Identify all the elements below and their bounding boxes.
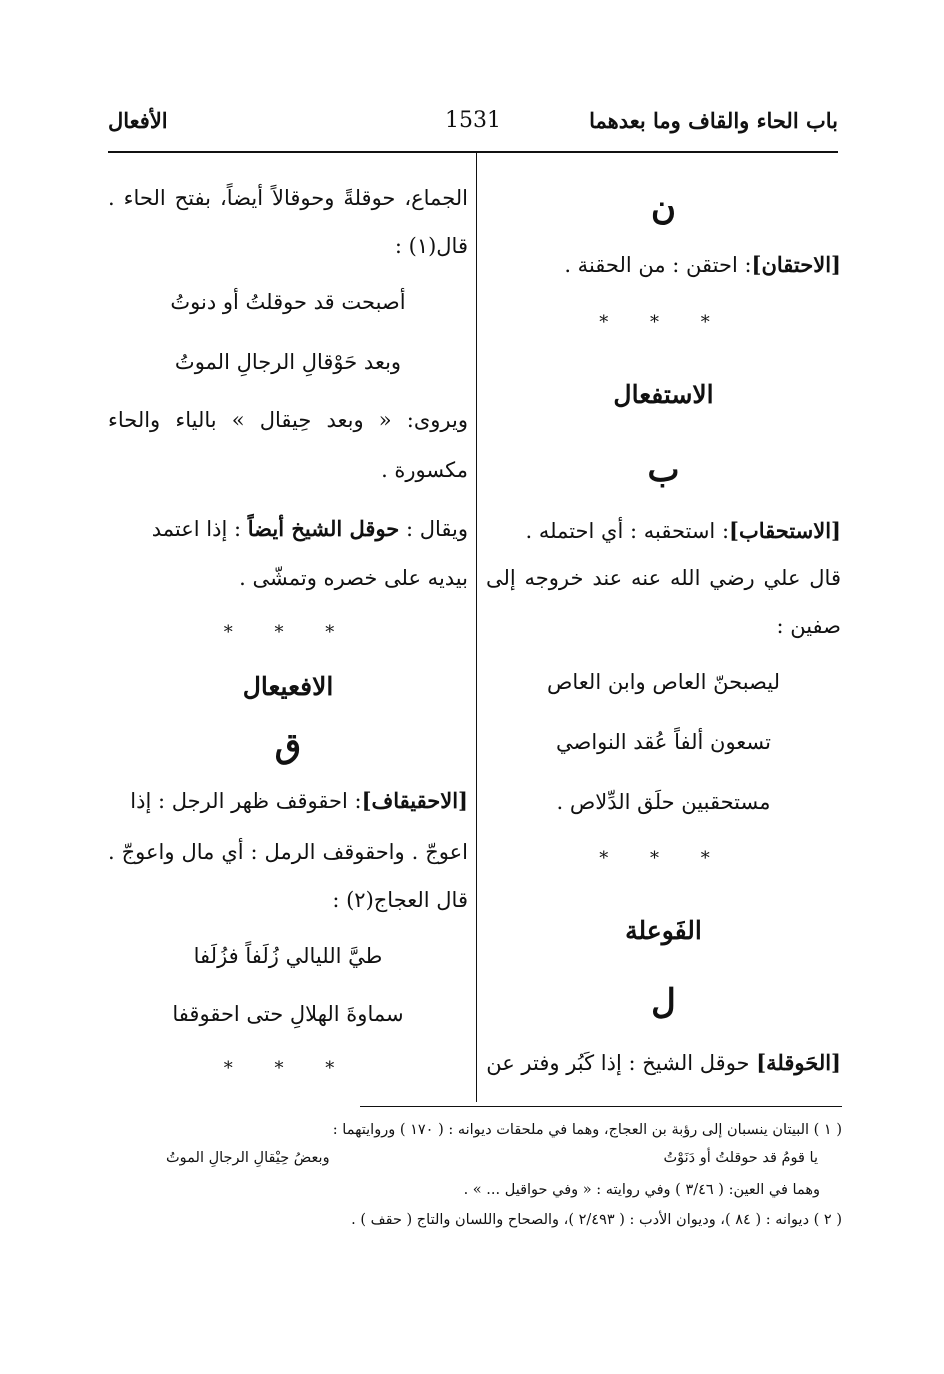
verse-line: تسعون ألفاً عُقد النواصي bbox=[555, 730, 772, 754]
header-rule bbox=[108, 151, 838, 153]
section-separator: * * * bbox=[599, 848, 728, 869]
text-line: قال علي رضي الله عنه عند خروجه إلى bbox=[486, 566, 841, 590]
page-number: 1531 bbox=[445, 108, 501, 133]
text-line: ويروى: « وبعد حِيقال » بالياء والحاء bbox=[108, 408, 468, 432]
footnote-1-verse-a: يا قومُ قد حوقلتُ أو دَنَوْتُ bbox=[663, 1150, 818, 1166]
footnote-1-line-3: وهما في العين: ( ٣/٤٦ ) وفي روايته : « وفي حواقيل ... » . bbox=[463, 1182, 820, 1198]
section-heading: الفَوعلة bbox=[625, 916, 702, 945]
text-line: مكسورة . bbox=[381, 458, 468, 482]
letter-heading: ب bbox=[647, 450, 680, 490]
entry-text: : استحقبه : أي احتمله . bbox=[525, 519, 730, 543]
chapter-title: باب الحاء والقاف وما بعدهما bbox=[589, 108, 838, 133]
letter-heading: ل bbox=[651, 982, 676, 1022]
verse-line: طيَّ الليالي زُلَفاً فزُلَفا bbox=[193, 944, 383, 968]
entry-line bbox=[486, 1050, 841, 1076]
section-heading: الافعيعال bbox=[242, 672, 334, 701]
section-separator: * * * bbox=[599, 312, 728, 333]
entry-headword: [الحَوقلة] bbox=[756, 1050, 841, 1075]
section-separator: * * * bbox=[223, 1058, 353, 1079]
text-line: صفين : bbox=[776, 614, 841, 638]
column-divider bbox=[476, 152, 477, 1102]
text-line: اعوجّ . واحقوقف الرمل : أي مال واعوجّ . bbox=[108, 840, 468, 864]
text-line: الجماع، حوقلةً وحوقالاً أيضاً، بفتح الحاء . bbox=[108, 186, 468, 210]
text-line: بيديه على خصره وتمشّى . bbox=[239, 566, 468, 590]
verse-line: وبعد حَوْقالِ الرجالِ الموتُ bbox=[174, 350, 402, 374]
section-separator: * * * bbox=[223, 622, 353, 643]
entry-text: حوقل الشيخ : إذا كَبُر وفتر عن bbox=[486, 1051, 750, 1075]
footnote-1: ( ١ ) البيتان ينسبان إلى رؤبة بن العجاج، وهما في ملحقات ديوانه : ( ١٧٠ ) وروايتهما : bbox=[332, 1122, 842, 1138]
section-title: الأفعال bbox=[108, 108, 168, 133]
entry-line bbox=[486, 518, 841, 544]
text-fragment: : إذا اعتمد bbox=[151, 517, 242, 541]
text-line bbox=[108, 516, 468, 542]
entry-headword: [الاحتقان] bbox=[751, 252, 841, 277]
letter-heading: ق bbox=[274, 726, 302, 766]
footnote-2: ( ٢ ) ديوانه : ( ٨٤ )، وديوان الأدب : ( ٢/٤٩٣ )، والصحاح واللسان والتاج ( حقف ) . bbox=[351, 1212, 842, 1228]
verse-line: سماوةَ الهلالِ حتى احقوقفا bbox=[172, 1002, 404, 1026]
entry-line bbox=[486, 252, 841, 278]
verse-line: مستحقبين حلَق الدِّلاص . bbox=[556, 790, 771, 814]
text-line: قال(١) : bbox=[394, 234, 468, 258]
footnote-rule bbox=[360, 1106, 842, 1107]
text-line: قال العجاج(٢) : bbox=[332, 888, 468, 912]
verse-line: ليصبحنّ العاص وابن العاص bbox=[547, 670, 780, 694]
entry-text: : احتقن : من الحقنة . bbox=[564, 253, 752, 277]
text-fragment-bold: حوقل الشيخ أيضاً bbox=[247, 516, 400, 541]
entry-headword: [الاحقيقاف] bbox=[361, 788, 468, 813]
section-heading: الاستفعال bbox=[613, 380, 714, 409]
footnote-1-verse-b: وبعضُ حِيْقالِ الرجالِ الموتُ bbox=[166, 1150, 330, 1166]
letter-heading: ن bbox=[651, 188, 676, 228]
page-header bbox=[108, 108, 838, 148]
entry-line bbox=[108, 788, 468, 814]
text-fragment: ويقال : bbox=[405, 517, 468, 541]
verse-line: أصبحت قد حوقلتُ أو دنوتُ bbox=[170, 290, 406, 314]
entry-headword: [الاستحقاب] bbox=[729, 518, 841, 543]
entry-text: : احقوقف ظهر الرجل : إذا bbox=[130, 789, 362, 813]
